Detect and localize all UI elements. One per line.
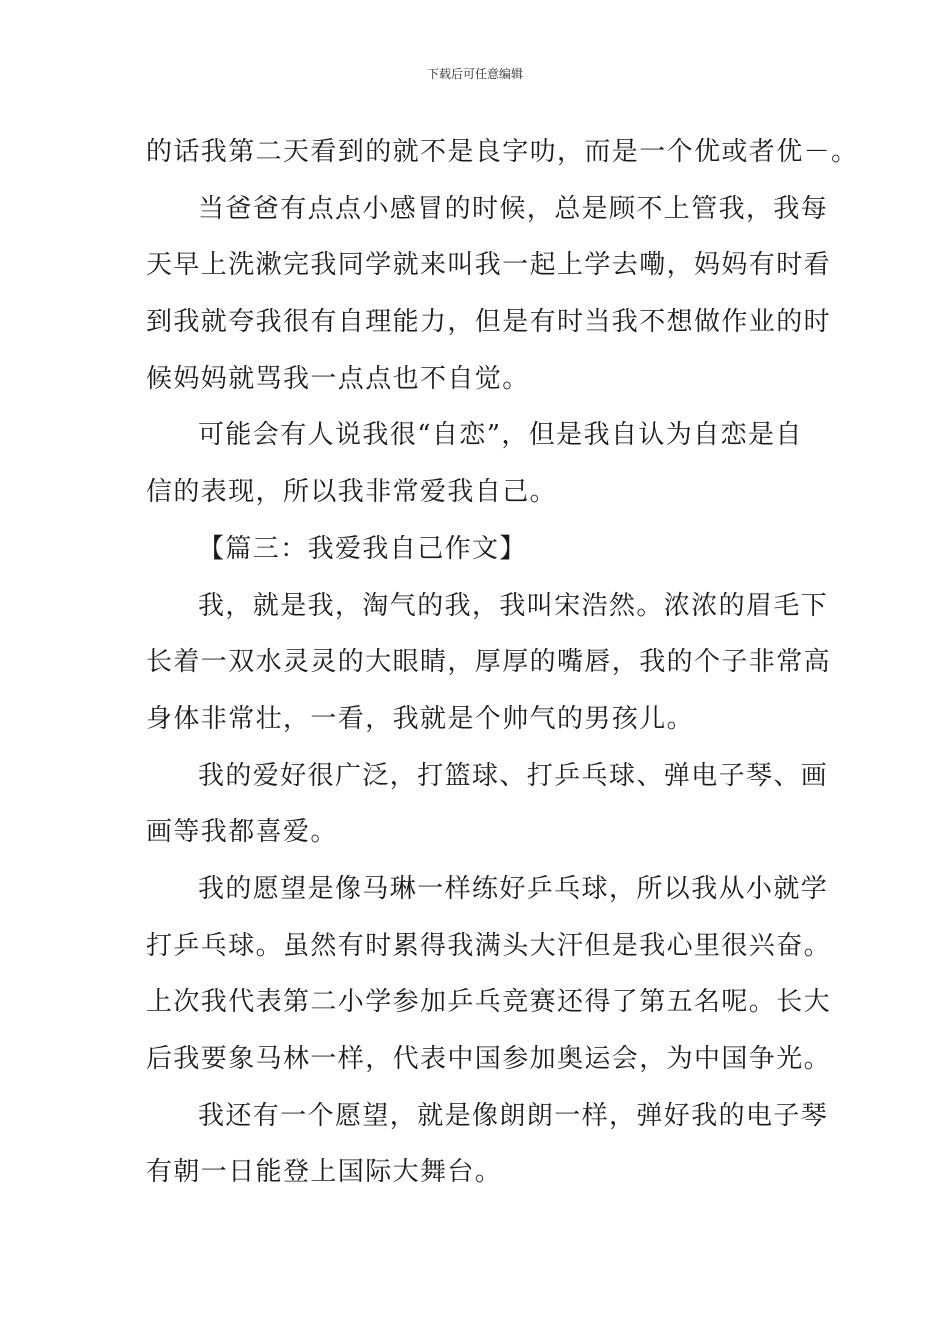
text-line: 上次我代表第二小学参加乒乓竞赛还得了第五名呢。长大 [146,987,832,1018]
page-header: 下载后可任意编辑 [426,67,523,81]
text-line: 画等我都喜爱。 [146,817,338,848]
paragraph-first-line: 当爸爸有点点小感冒的时候，总是顾不上管我，我每 [198,193,829,224]
text-line: 候妈妈就骂我一点点也不自觉。 [146,363,530,394]
text-line: 长着一双水灵灵的大眼睛，厚厚的嘴唇，我的个子非常高 [146,647,832,678]
text-line: 后我要象马林一样，代表中国参加奥运会，为中国争光。 [146,1044,832,1074]
text-line: 有朝一日能登上国际大舞台。 [146,1157,503,1188]
text-line: 打乒乓球。虽然有时累得我满头大汗但是我心里很兴奋。 [146,930,832,961]
section-heading: 【篇三：我爱我自己作文】 [198,533,527,564]
paragraph-first-line: 我，就是我，淘气的我，我叫宋浩然。浓浓的眉毛下 [198,590,829,621]
paragraph-first-line: 我的爱好很广泛，打篮球、打乒乓球、弹电子琴、画 [198,760,829,791]
text-line: 信的表现，所以我非常爱我自己。 [146,477,558,508]
text-line: 天早上洗漱完我同学就来叫我一起上学去嘞，妈妈有时看 [146,250,832,281]
paragraph-first-line: 可能会有人说我很“自恋”，但是我自认为自恋是自 [198,420,803,451]
text-line: 到我就夸我很有自理能力，但是有时当我不想做作业的时 [146,307,832,338]
paragraph-first-line: 我的愿望是像马琳一样练好乒乓球，所以我从小就学 [198,873,829,904]
paragraph-first-line: 我还有一个愿望，就是像朗朗一样，弹好我的电子琴 [198,1100,829,1131]
document-body [146,124,859,1201]
text-line: 的话我第二天看到的就不是良字叻，而是一个优或者优－。 [146,137,859,167]
text-line: 身体非常壮，一看，我就是个帅气的男孩儿。 [146,703,695,734]
